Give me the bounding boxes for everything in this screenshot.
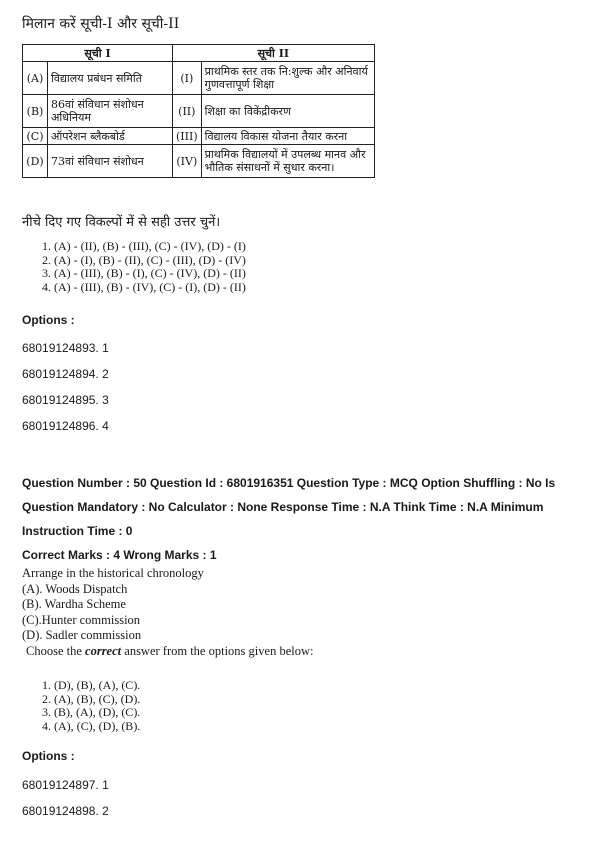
row-item-left: 73वां संविधान संशोधन bbox=[48, 145, 173, 178]
list-item: (B). Wardha Scheme bbox=[22, 597, 126, 611]
list-1-header: सूची I bbox=[23, 45, 173, 62]
question-meta: Question Mandatory : No Calculator : None Response Time : N.A Think Time : N.A Minimum bbox=[22, 500, 544, 514]
list-item: (C).Hunter commission bbox=[22, 612, 141, 627]
options-label: Options : bbox=[22, 749, 75, 763]
question-stem: Arrange in the historical chronology bbox=[22, 566, 204, 580]
question-instruction: नीचे दिए गए विकल्पों में से सही उत्तर चुनें। bbox=[22, 215, 221, 230]
question-marks: Correct Marks : 4 Wrong Marks : 1 bbox=[22, 548, 217, 562]
table-row bbox=[23, 62, 375, 95]
list-2-header: सूची II bbox=[173, 45, 375, 62]
row-item-right: शिक्षा का विकेंद्रीकरण bbox=[201, 95, 374, 128]
option-code: 68019124894. 2 bbox=[22, 367, 109, 381]
row-item-right: विद्यालय विकास योजना तैयार करना bbox=[201, 128, 374, 145]
choose-text: answer from the options given below: bbox=[121, 643, 314, 658]
question-meta: Instruction Time : 0 bbox=[22, 524, 133, 538]
row-label-right: (III) bbox=[173, 128, 202, 145]
row-label-left: (D) bbox=[23, 145, 48, 178]
answer-options bbox=[42, 240, 246, 294]
row-item-left: 86वां संविधान संशोधन अधिनियम bbox=[48, 95, 173, 128]
list-item: (D). Sadler commission bbox=[22, 628, 142, 642]
option-code: 68019124897. 1 bbox=[22, 778, 109, 792]
table-row bbox=[23, 145, 375, 178]
answer-option: 4. (A), (C), (D), (B). bbox=[42, 718, 141, 733]
answer-options bbox=[42, 679, 140, 733]
choose-instruction bbox=[22, 644, 313, 660]
answer-option: 1. (D), (B), (A), (C). bbox=[42, 678, 141, 692]
choose-emphasis: correct bbox=[85, 643, 122, 658]
question-intro: मिलान करें सूची-I और सूची-II bbox=[22, 16, 180, 32]
answer-option: 3. (B), (A), (D), (C). bbox=[42, 705, 141, 719]
row-label-left: (A) bbox=[23, 62, 48, 95]
match-table-header bbox=[23, 45, 375, 62]
row-item-left: ऑपरेशन ब्लैकबोर्ड bbox=[48, 128, 173, 145]
match-table bbox=[22, 44, 375, 178]
row-label-right: (I) bbox=[173, 62, 202, 95]
question-meta: Question Number : 50 Question Id : 6801916351 Question Type : MCQ Option Shuffling : No Is bbox=[22, 476, 556, 490]
row-item-right: प्राथमिक विद्यालयों में उपलब्ध मानव और भौतिक संसाधनों में सुधार करना। bbox=[201, 145, 374, 178]
row-label-left: (B) bbox=[23, 95, 48, 128]
row-label-right: (II) bbox=[173, 95, 202, 128]
answer-option: 3. (A) - (III), (B) - (I), (C) - (IV), (D) - (II) bbox=[42, 266, 246, 280]
answer-option: 2. (A), (B), (C), (D). bbox=[42, 691, 141, 706]
options-label: Options : bbox=[22, 313, 75, 327]
choose-text: Choose the bbox=[26, 643, 86, 658]
option-code: 68019124893. 1 bbox=[22, 341, 109, 355]
list-item: (A). Woods Dispatch bbox=[22, 581, 128, 596]
row-label-right: (IV) bbox=[173, 145, 202, 178]
table-row bbox=[23, 95, 375, 128]
row-item-right: प्राथमिक स्तर तक नि:शुल्क और अनिवार्य गुणवत्तापूर्ण शिक्षा bbox=[201, 62, 374, 95]
row-label-left: (C) bbox=[23, 128, 48, 145]
option-code: 68019124895. 3 bbox=[22, 393, 109, 407]
answer-option: 4. (A) - (III), (B) - (IV), (C) - (I), (D) - (II) bbox=[42, 279, 246, 294]
option-code: 68019124896. 4 bbox=[22, 419, 109, 433]
question-body bbox=[22, 566, 313, 659]
table-row bbox=[23, 128, 375, 145]
answer-option: 1. (A) - (II), (B) - (III), (C) - (IV), (D) - (I) bbox=[42, 239, 246, 253]
option-code: 68019124898. 2 bbox=[22, 804, 109, 818]
row-item-left: विद्यालय प्रबंधन समिति bbox=[48, 62, 173, 95]
answer-option: 2. (A) - (I), (B) - (II), (C) - (III), (D) - (IV) bbox=[42, 252, 246, 267]
